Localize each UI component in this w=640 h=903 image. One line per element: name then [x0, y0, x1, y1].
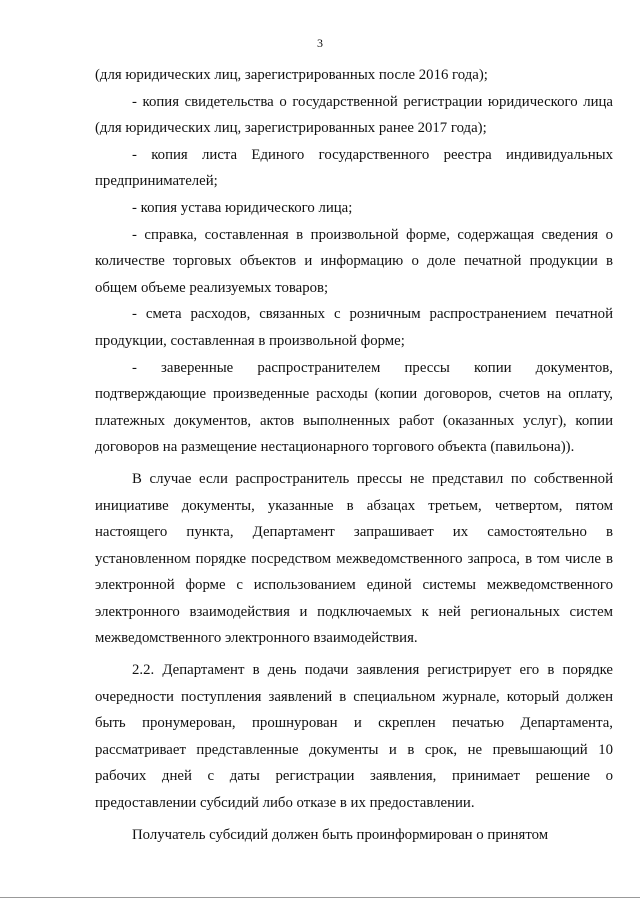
bottom-scan-edge: [0, 897, 640, 898]
paragraph-expense-estimate: - смета расходов, связанных с розничным распространением печатной продукции, составленная в произвольной форме;: [95, 306, 613, 349]
page-number: 3: [317, 36, 323, 50]
paragraph-section-2-2: 2.2. Департамент в день подачи заявления регистрирует его в порядке очередности поступления заявлений в специальном журнале, который должен быть пронумерован, прошнурован и скреплен печатью Департамента, рассматривает представленные документы и в срок, не превышающий 10 рабочих дней с даты регистрации заявления, принимает решение о предоставлении субсидий либо отказе в их предоставлении.: [95, 662, 613, 812]
paragraph-certified-copies: - заверенные распространителем прессы копии документов, подтверждающие произведенные расходы (копии договоров, счетов на оплату, платежных документов, актов выполненных работ (оказанных услуг), копии договоров на размещение нестационарного торгового объекта (павильона)).: [95, 359, 613, 456]
paragraph-trade-objects-certificate: - справка, составленная в произвольной форме, содержащая сведения о количестве торговых объектов и информацию о доле печатной продукции в общем объеме реализуемых товаров;: [95, 226, 613, 296]
paragraph-egrip-sheet: - копия листа Единого государственного реестра индивидуальных предпринимателей;: [95, 146, 613, 190]
paragraph-interagency-request: В случае если распространитель прессы не представил по собственной инициативе документы, указанные в абзацах третьем, четвертом, пятом настоящего пункта, Департамент запрашивает их самостоятельно в установленном порядке посредством межведомственного запроса, в том числе в электронной форме с использованием единой системы межведомственного электронного взаимодействия и подключаемых к ней региональных систем межведомственного электронного взаимодействия.: [95, 470, 613, 647]
paragraph-charter-copy: - копия устава юридического лица;: [132, 199, 353, 216]
document-body: [95, 62, 613, 848]
paragraph-legal-entities-after-2016: (для юридических лиц, зарегистрированных после 2016 года);: [95, 67, 488, 83]
paragraph-recipient-informed: Получатель субсидий должен быть проинформирован о принятом: [132, 826, 549, 843]
paragraph-registration-certificate: - копия свидетельства о государственной регистрации юридического лица (для юридических лиц, зарегистрированных ранее 2017 года);: [95, 93, 613, 137]
